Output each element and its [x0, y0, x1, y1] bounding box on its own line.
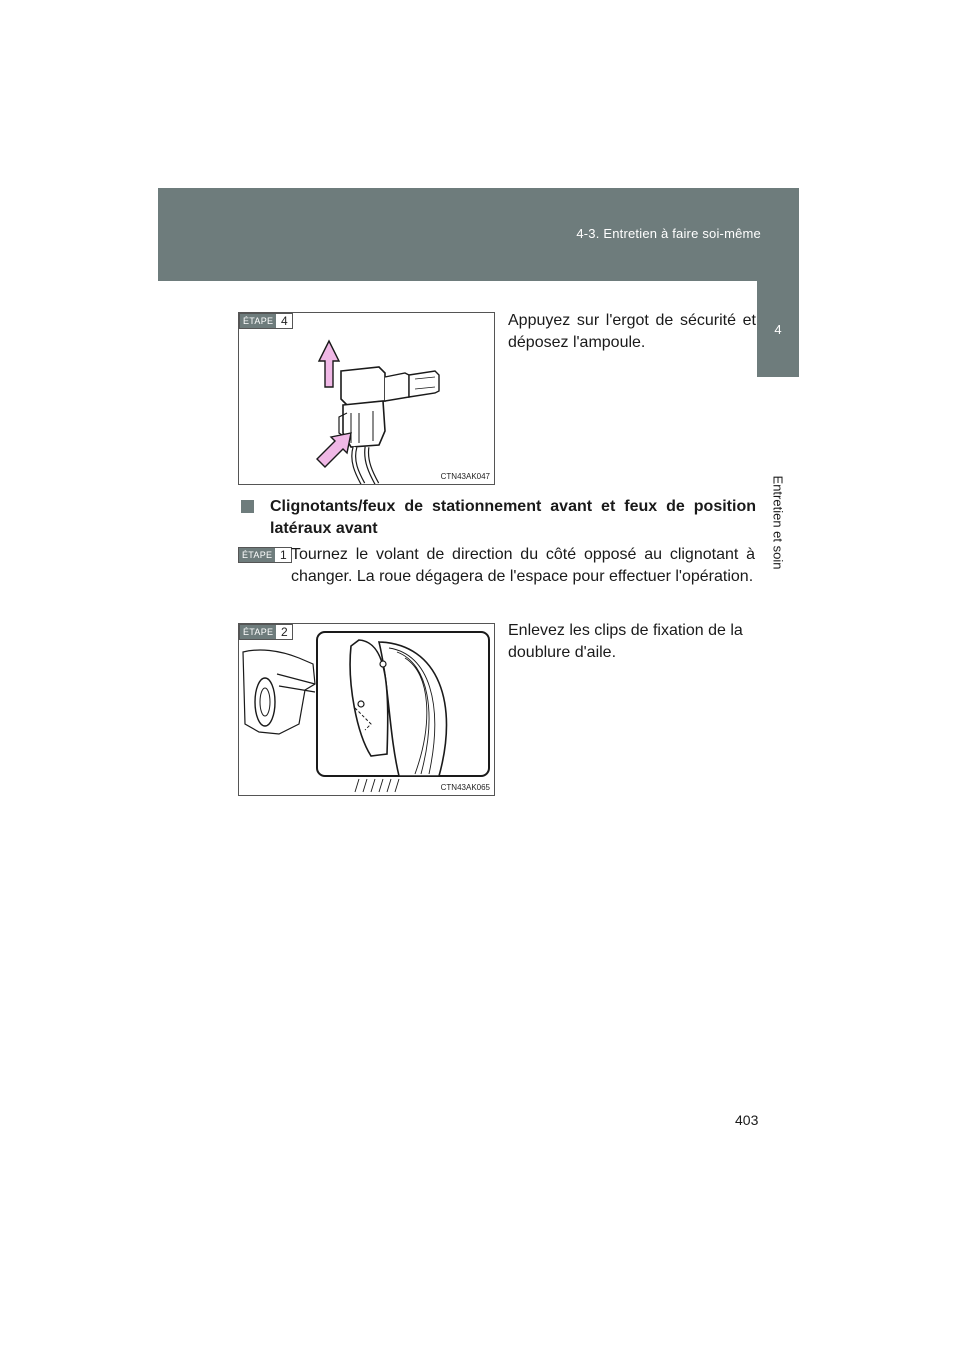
step-badge-number: 4: [276, 314, 292, 328]
step-badge-number: 2: [276, 625, 292, 639]
up-arrow-icon: [319, 341, 339, 387]
bulb-glass: [409, 371, 439, 397]
step-1-text: Tournez le volant de direction du côté opposé au clignotant à changer. La roue dégagera de l'espace pour effectuer l'opération.: [291, 546, 755, 585]
figure-code: CTN43AK047: [440, 472, 490, 481]
bulb-drawing: [239, 313, 494, 484]
step-badge-label: ÉTAPE: [240, 625, 276, 639]
step-badge-label: ÉTAPE: [240, 314, 276, 328]
section-heading: [241, 496, 756, 540]
page-number: 403: [735, 1112, 759, 1128]
fender-liner-illustration: [238, 623, 495, 796]
section-header-bar: [158, 188, 799, 281]
clip-2: [358, 701, 364, 707]
chapter-label-tab: [757, 377, 799, 747]
figure-code: CTN43AK065: [440, 783, 490, 792]
car-outline: [243, 650, 315, 734]
step-1-badge: [238, 547, 292, 563]
section-heading-text: Clignotants/feux de stationnement avant et feux de position latéraux avant: [270, 498, 756, 537]
clip-1: [380, 661, 386, 667]
heading-square-icon: [241, 500, 254, 513]
chapter-number-tab: 4: [757, 281, 799, 377]
step-4-text: Appuyez sur l'ergot de sécurité et déposez l'ampoule.: [508, 312, 756, 351]
bulb-removal-illustration: [238, 312, 495, 485]
chapter-label: Entretien et soin: [770, 475, 786, 570]
step-2-text: Enlevez les clips de fixation de la doublure d'aile.: [508, 622, 743, 661]
section-title: 4-3. Entretien à faire soi-même: [576, 226, 761, 241]
step-badge-number: 1: [275, 548, 291, 562]
push-arrow-icon: [317, 433, 351, 467]
step-badge-label: ÉTAPE: [239, 548, 275, 562]
car-wheel: [255, 678, 275, 726]
fender-drawing: [239, 624, 494, 795]
bulb-socket: [341, 367, 385, 405]
